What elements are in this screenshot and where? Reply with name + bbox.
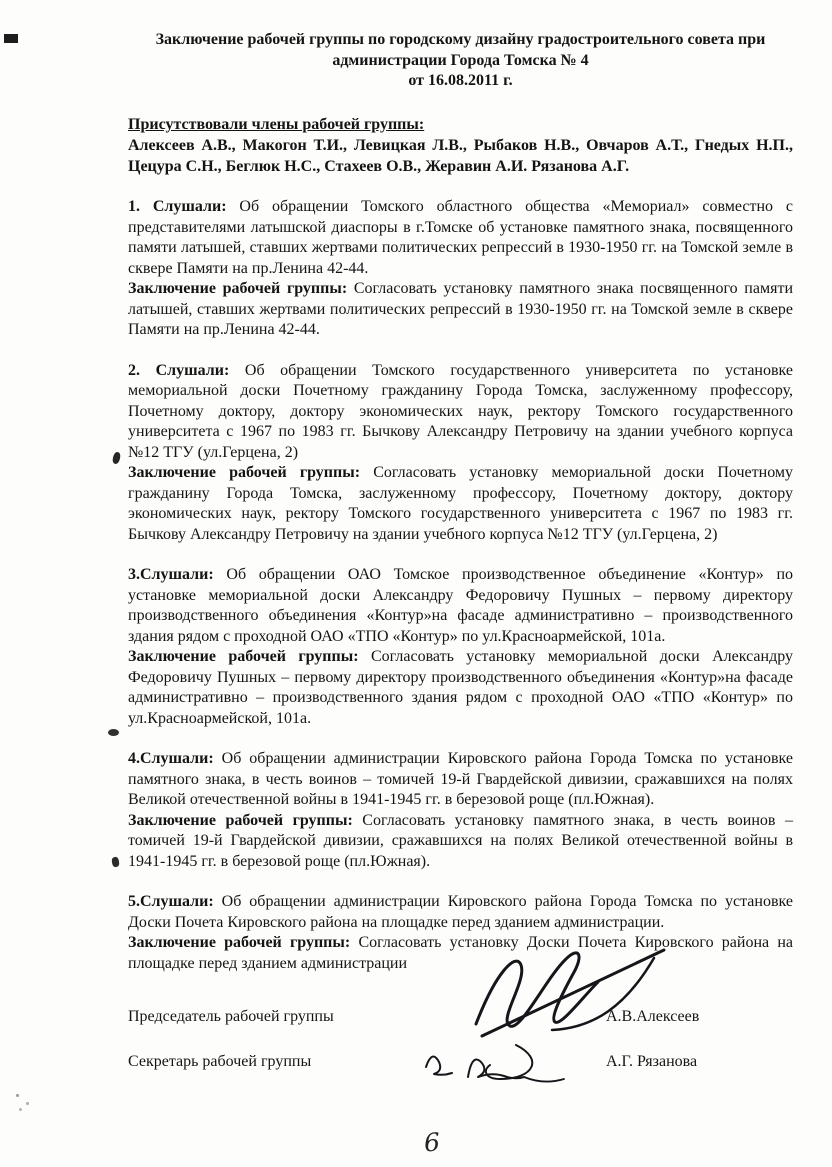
signature-role: Секретарь рабочей группы: [128, 1053, 312, 1070]
title-line-2: администрации Города Томска № 4: [332, 51, 589, 69]
signature-row-chairman: [128, 1006, 793, 1031]
document-title: [128, 30, 793, 92]
heard-text: Об обращении Томского государственного университета по установке мемориальной доски Почетному гражданину Города Томска, заслуженному профессору, Почетному доктору, доктору экономических наук, ректору Томского государственного университета с 1967 по 1983 гг. Бычкову Александру Петровичу на здании учебного корпуса №12 ТГУ (ул.Герцена, 2): [128, 361, 794, 461]
agenda-item-4: [128, 749, 793, 872]
conclusion-text: Согласовать установку мемориальной доски Александру Федоровичу Пушных – первому директору производственного объединения «Контур»на фасаде административно – производственного здания рядом с проходной ОАО «ТПО «Контур» по ул.Красноармейской, 101а.: [128, 648, 794, 727]
scan-artifact: [112, 451, 122, 464]
heard-paragraph: [128, 892, 793, 933]
signature-block: [128, 1006, 793, 1076]
page-number: 6: [423, 1127, 441, 1158]
heard-paragraph: [128, 749, 793, 811]
secretary-signature-icon: [416, 1033, 576, 1088]
conclusion-text: Согласовать установку Доски Почета Кировского района на площадке перед зданием администрации: [128, 934, 794, 972]
heard-text: Об обращении администрации Кировского района Города Томска по установке памятного знака, в честь воинов – томичей 19-й Гвардейской дивизии, сражавшихся на полях Великой отечественной войны в 1941-1945 гг. в березовой роще (пл.Южная).: [128, 750, 793, 808]
conclusion-label: Заключение рабочей группы:: [128, 811, 353, 829]
conclusion-label: Заключение рабочей группы:: [128, 934, 351, 951]
agenda-item-5: [128, 892, 793, 974]
conclusion-paragraph: [128, 647, 793, 729]
conclusion-label: Заключение рабочей группы:: [128, 280, 348, 297]
scan-artifact: [111, 856, 120, 867]
signature-role: Председатель рабочей группы: [128, 1008, 334, 1025]
conclusion-paragraph: [128, 279, 793, 341]
attendees-list: Алексеев А.В., Макогон Т.И., Левицкая Л.В., Рыбаков Н.В., Овчаров А.Т., Гнедых Н.П., Цецура С.Н., Беглюк Н.С., Стахеев О.В., Жеравин А.И. Рязанова А.Г.: [128, 137, 793, 175]
document-body: [128, 30, 793, 1076]
conclusion-paragraph: [128, 811, 793, 873]
heard-paragraph: [128, 361, 793, 464]
conclusion-text: Согласовать установку памятного знака, в честь воинов – томичей 19-й Гвардейской дивизии, сражавшихся на полях Великой отечественной войны в 1941-1945 гг. в березовой роще (пл.Южная).: [128, 811, 793, 870]
conclusion-text: Согласовать установку памятного знака посвященного памяти латышей, ставших жертвами политических репрессий в 1930-1950 гг. на Томской земле в сквере Памяти на пр.Ленина 42-44.: [128, 280, 794, 338]
heard-label: 4.Слушали:: [128, 750, 214, 767]
conclusion-paragraph: [128, 933, 793, 974]
heard-text: Об обращении ОАО Томское производственное объединение «Контур» по установке мемориальной доски Александру Федоровичу Пушных – первому директору производственного объединения «Контур»на фасаде административно – производственного здания рядом с проходной ОАО «ТПО «Контур» по ул.Красноармейской, 101а.: [128, 566, 793, 645]
signature-name: А.Г. Рязанова: [606, 1053, 698, 1070]
agenda-item-1: [128, 197, 793, 341]
conclusion-text: Согласовать установку мемориальной доски Почетному гражданину Города Томска, заслуженному профессору, Почетному доктору, доктору экономических наук, ректору Томского государственного университета с 1967 по 1983 гг. Бычкову Александру Петровичу на здании учебного корпуса №12 ТГУ (ул.Герцена, 2): [128, 464, 794, 543]
scan-artifact: [108, 729, 119, 736]
scan-artifact: [16, 1094, 19, 1097]
heard-label: 2. Слушали:: [128, 361, 230, 379]
signature-row-secretary: [128, 1051, 793, 1076]
conclusion-paragraph: [128, 463, 793, 545]
agenda-item-3: [128, 565, 793, 729]
heard-paragraph: [128, 565, 793, 647]
heard-paragraph: [128, 197, 793, 279]
agenda-item-2: [128, 361, 793, 546]
heard-label: 1. Слушали:: [128, 198, 227, 215]
signature-name: А.В.Алексеев: [606, 1008, 700, 1025]
conclusion-label: Заключение рабочей группы:: [128, 648, 359, 665]
conclusion-label: Заключение рабочей группы:: [128, 464, 361, 481]
heard-label: 3.Слушали:: [128, 566, 214, 583]
title-line-3: от 16.08.2011 г.: [408, 72, 513, 89]
attendees-heading: Присутствовали члены рабочей группы:: [128, 115, 425, 133]
heard-text: Об обращении Томского областного общества «Мемориал» совместно с представителями латышской диаспоры в г.Томске об установке памятного знака, посвященного памяти латышей, ставших жертвами политических репрессий в 1930-1950 гг. на Томской земле в сквере Памяти на пр.Ленина 42-44.: [128, 198, 794, 277]
heard-text: Об обращении администрации Кировского района Города Томска по установке Доски Почета Кировского района на площадке перед зданием администрации.: [128, 893, 793, 931]
scan-artifact: [4, 34, 18, 43]
title-line-1: Заключение рабочей группы по городскому дизайну градостроительного совета при: [155, 31, 766, 48]
heard-label: 5.Слушали:: [128, 893, 214, 910]
